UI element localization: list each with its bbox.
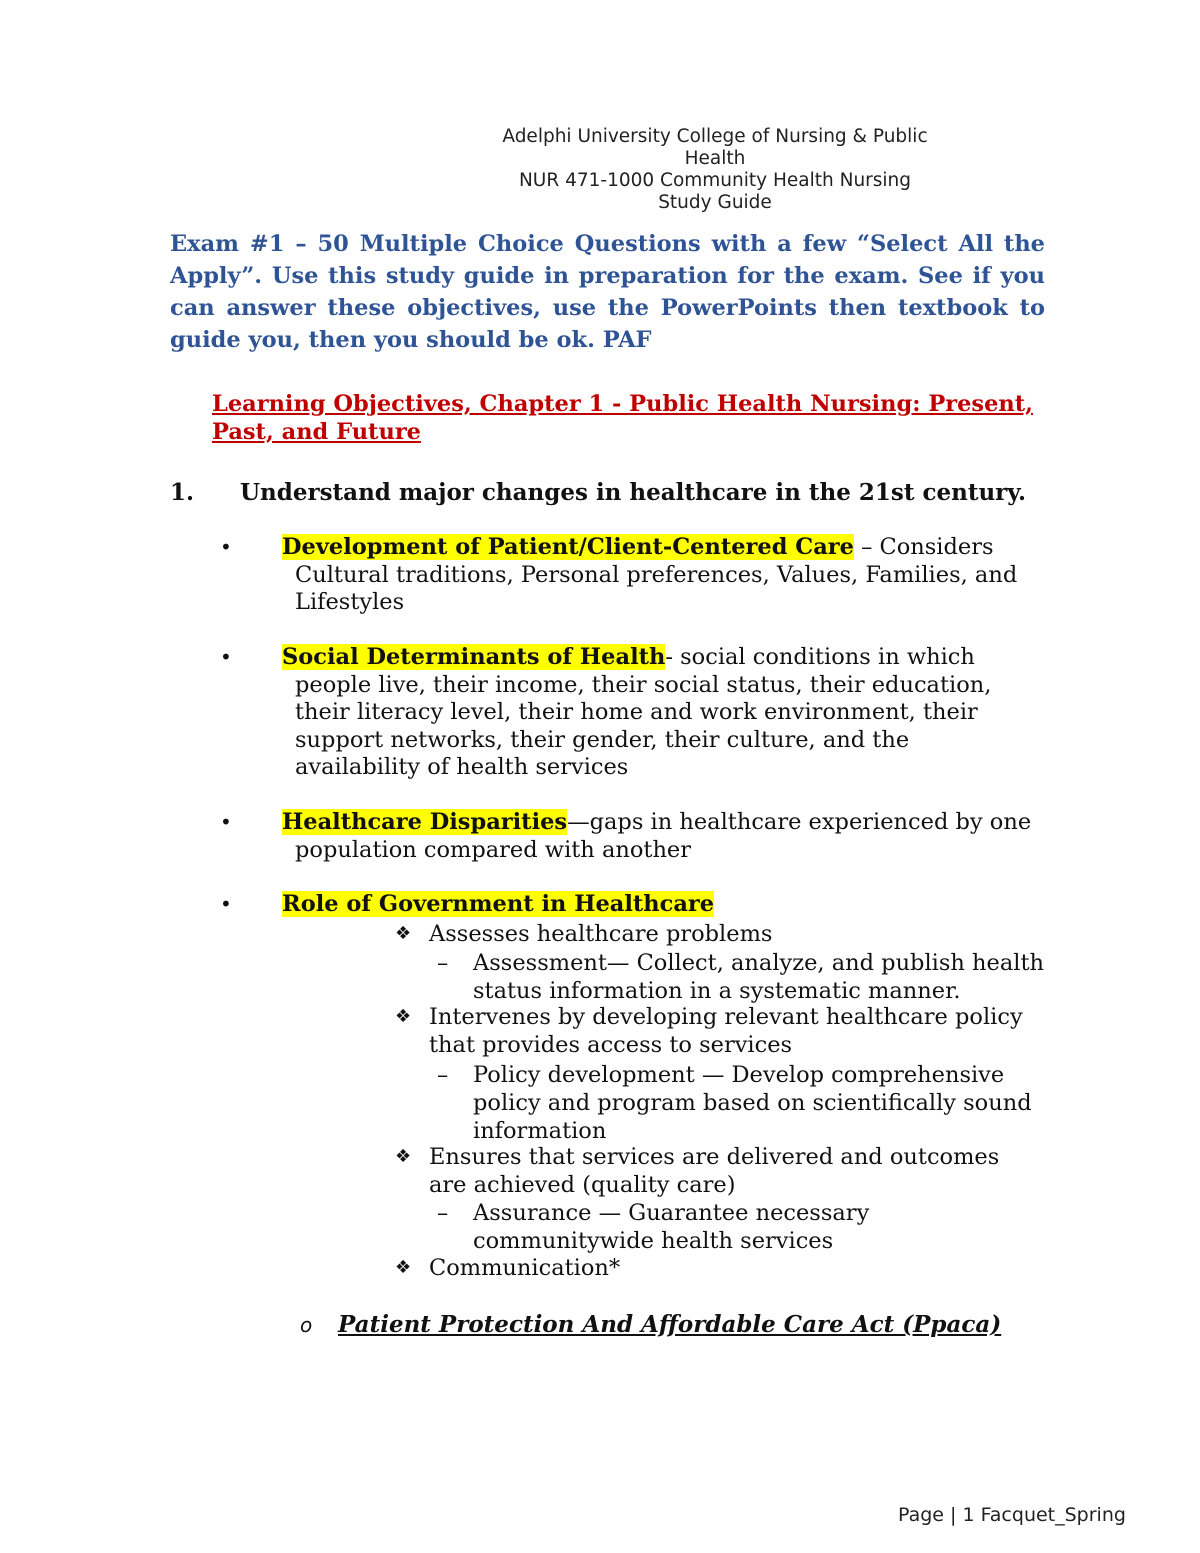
highlighted-term: Social Determinants of Health [282, 644, 666, 670]
bullet-definition-start: – Considers [853, 534, 994, 560]
text-line: status information in a systematic manner. [473, 978, 961, 1004]
text-line: Policy development — Develop comprehensive [473, 1062, 1005, 1088]
text-line: Lifestyles [295, 589, 405, 615]
diamond-bullet-icon: ❖ [395, 1146, 412, 1167]
bullet-glyph: • [220, 810, 232, 834]
dash-bullet: – [437, 950, 449, 976]
learning-objectives-heading [212, 390, 1092, 446]
text-line: people live, their income, their social status, their education, [295, 671, 992, 698]
header-line-cut-off [440, 192, 990, 213]
highlighted-term: Role of Government in Healthcare [282, 891, 715, 917]
bullet-definition-start: —gaps in healthcare experienced by one [567, 809, 1032, 835]
text-line: support networks, their gender, their culture, and the [295, 726, 910, 753]
document-header [440, 126, 990, 213]
text-line: population compared with another [295, 836, 692, 863]
text-line: that provides access to services [429, 1032, 793, 1058]
dash-bullet: – [437, 1062, 449, 1088]
heading-line-1: Learning Objectives, Chapter 1 - Public Health Nursing: Present, [212, 391, 1033, 417]
text-line: policy and program based on scientifically sound [473, 1090, 1032, 1116]
highlighted-term: Development of Patient/Client-Centered Care [282, 534, 854, 560]
exam-intro-paragraph: Exam #1 – 50 Multiple Choice Questions with a few “Select All the Apply”. Use this study guide in preparation for the exam. See if you can answer these objectives, use the PowerPoints then textbook to guide you, then you should be ok. PAF [170, 231, 1045, 353]
text-line: availability of health services [295, 754, 629, 780]
text-line: communitywide health services [473, 1228, 834, 1254]
text-line: Cultural traditions, Personal preferences, Values, Families, and [295, 561, 1018, 588]
diamond-bullet-icon: ❖ [395, 1257, 412, 1278]
text-line: Assurance — Guarantee necessary [473, 1200, 870, 1226]
text-line: Communication* [429, 1255, 621, 1281]
bullet-definition-rest [295, 837, 1085, 865]
circle-bullet: o [300, 1313, 313, 1337]
bullet-definition-rest [295, 562, 1085, 617]
text-line: Ensures that services are delivered and outcomes [429, 1144, 1000, 1170]
text-line: Assesses healthcare problems [429, 921, 773, 947]
text-line: information [473, 1118, 607, 1144]
bullet-definition-rest [295, 672, 1085, 782]
ppaca-title: Patient Protection And Affordable Care Act (Ppaca) [338, 1311, 1002, 1338]
diamond-bullet-icon: ❖ [395, 923, 412, 944]
text-line: are achieved (quality care) [429, 1172, 736, 1198]
diamond-bullet-icon: ❖ [395, 1006, 412, 1027]
header-line-course: NUR 471-1000 Community Health Nursing [518, 170, 912, 191]
header-line-health: Health [684, 148, 746, 169]
heading-line-2: Past, and Future [212, 419, 421, 445]
header-line-study-guide: Study Guide [658, 192, 772, 213]
text-line: Assessment— Collect, analyze, and publish health [473, 950, 1044, 976]
highlighted-term: Healthcare Disparities [282, 809, 568, 835]
dash-bullet: – [437, 1200, 449, 1226]
bullet-definition-start: - social conditions in which [665, 644, 975, 670]
page-footer: Page | 1 Facquet_Spring [898, 1504, 1126, 1526]
header-line-institution: Adelphi University College of Nursing & Public [502, 126, 928, 147]
bullet-glyph: • [220, 535, 232, 559]
bullet-glyph: • [220, 892, 232, 916]
text-line: their literacy level, their home and work environment, their [295, 699, 978, 725]
objective-number: 1. [170, 479, 195, 506]
objective-text: Understand major changes in healthcare in the 21st century. [240, 479, 1027, 506]
bullet-glyph: • [220, 645, 232, 669]
text-line: Intervenes by developing relevant healthcare policy [429, 1004, 1023, 1030]
